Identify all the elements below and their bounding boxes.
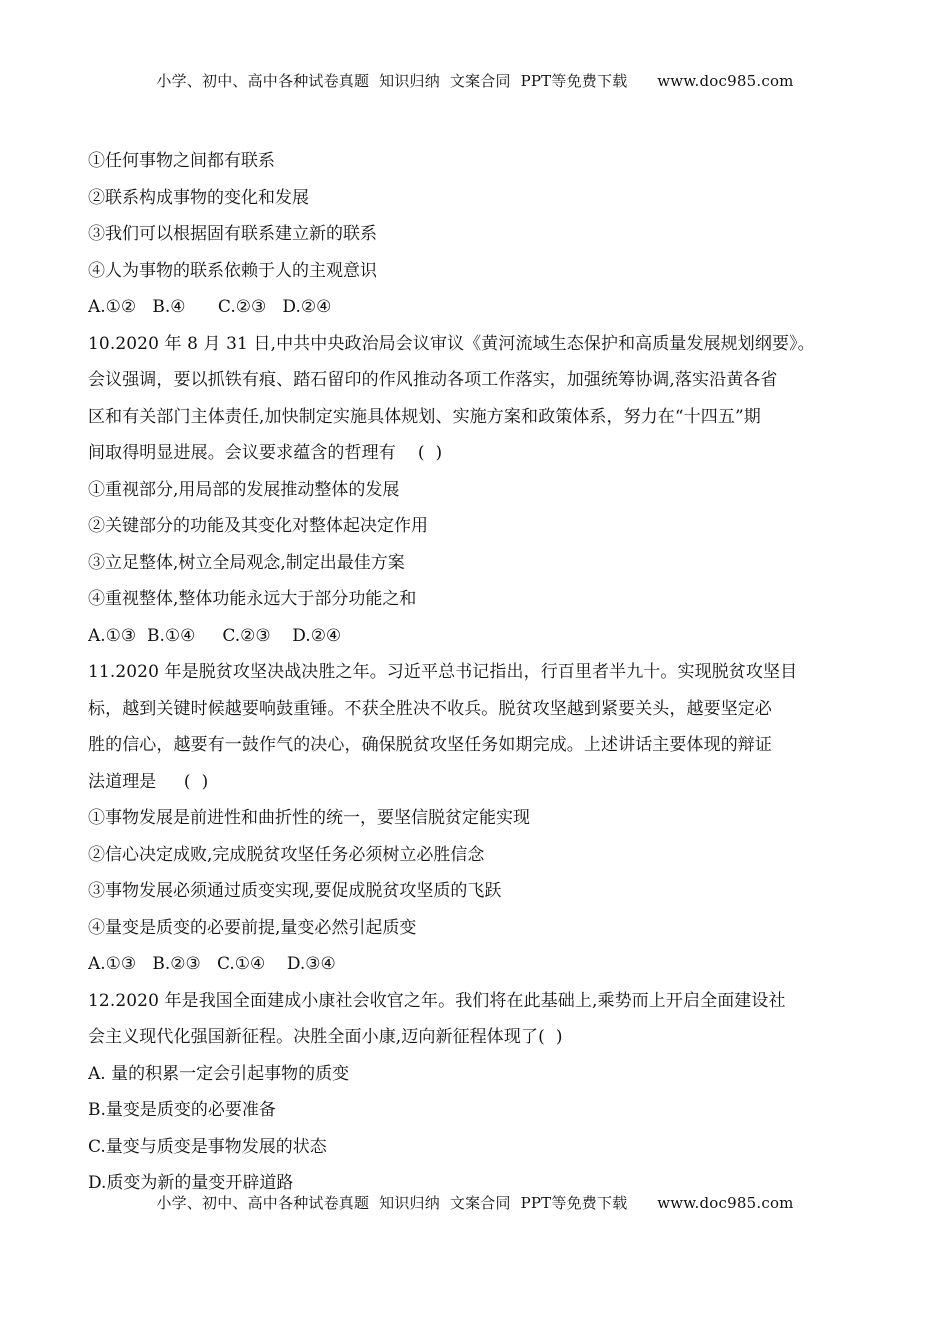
q11-option-3: ③事物发展必须通过质变实现,要促成脱贫攻坚质的飞跃 [88, 881, 502, 901]
q11-option-1: ①事物发展是前进性和曲折性的统一，要坚信脱贫定能实现 [88, 808, 530, 828]
document-body [88, 143, 878, 1202]
q9-option-2: ②联系构成事物的变化和发展 [88, 187, 309, 208]
q10-stem-line: 会议强调，要以抓铁有痕、踏石留印的作风推动各项工作落实，加强统筹协调,落实沿黄各省 [88, 370, 778, 390]
question-9-options [88, 143, 878, 326]
q12-stem-line: 12.2020 年是我国全面建成小康社会收官之年。我们将在此基础上,乘势而上开启全面建设社 [88, 990, 786, 1011]
q10-option-3: ③立足整体,树立全局观念,制定出最佳方案 [88, 552, 405, 573]
q12-option-a: A. 量的积累一定会引起事物的质变 [88, 1063, 350, 1084]
q10-option-2: ②关键部分的功能及其变化对整体起决定作用 [88, 516, 428, 536]
q12-option-d: D.质变为新的量变开辟道路 [88, 1173, 294, 1193]
q10-answer-choices: A.①③ B.①④ C.②③ D.②④ [88, 625, 342, 646]
q9-answer-choices: A.①② B.④ C.②③ D.②④ [88, 297, 332, 317]
q11-option-4: ④量变是质变的必要前提,量变必然引起质变 [88, 917, 417, 938]
q11-stem-line: 11.2020 年是脱贫攻坚决战决胜之年。习近平总书记指出，行百里者半九十。实现脱贫攻坚目 [88, 662, 798, 682]
q11-stem-line: 胜的信心，越要有一鼓作气的决心，确保脱贫攻坚任务如期完成。上述讲话主要体现的辩证 [88, 735, 772, 755]
page-header: 小学、初中、高中各种试卷真题 知识归纳 文案合同 PPT等免费下载 www.doc985.com [156, 72, 794, 90]
q10-stem-line: 区和有关部门主体责任,加快制定实施具体规划、实施方案和政策体系，努力在“十四五”期 [88, 406, 761, 427]
q10-option-1: ①重视部分,用局部的发展推动整体的发展 [88, 479, 400, 500]
page-footer: 小学、初中、高中各种试卷真题 知识归纳 文案合同 PPT等免费下载 www.doc985.com [156, 1194, 794, 1212]
q11-option-2: ②信心决定成败,完成脱贫攻坚任务必须树立必胜信念 [88, 844, 485, 865]
question-10 [88, 326, 878, 655]
q11-stem-line: 标，越到关键时候越要响鼓重锤。不获全胜决不收兵。脱贫攻坚越到紧要关头，越要坚定必 [88, 698, 772, 719]
q9-option-4: ④人为事物的联系依赖于人的主观意识 [88, 260, 377, 281]
question-12 [88, 983, 878, 1202]
q10-stem-line: 间取得明显进展。会议要求蕴含的哲理有 ( ) [88, 443, 443, 463]
q12-option-b: B.量变是质变的必要准备 [88, 1100, 276, 1120]
q10-option-4: ④重视整体,整体功能永远大于部分功能之和 [88, 589, 417, 609]
q12-option-c: C.量变与质变是事物发展的状态 [88, 1136, 327, 1157]
question-11 [88, 654, 878, 983]
q11-stem-line: 法道理是 ( ) [88, 771, 209, 792]
q9-option-3: ③我们可以根据固有联系建立新的联系 [88, 224, 377, 244]
q10-stem-line: 10.2020 年 8 月 31 日,中共中央政治局会议审议《黄河流域生态保护和高质量发展规划纲要》。 [88, 333, 815, 354]
q9-option-1: ①任何事物之间都有联系 [88, 151, 275, 171]
q12-stem-line: 会主义现代化强国新征程。决胜全面小康,迈向新征程体现了( ) [88, 1027, 563, 1047]
q11-answer-choices: A.①③ B.②③ C.①④ D.③④ [88, 954, 336, 974]
